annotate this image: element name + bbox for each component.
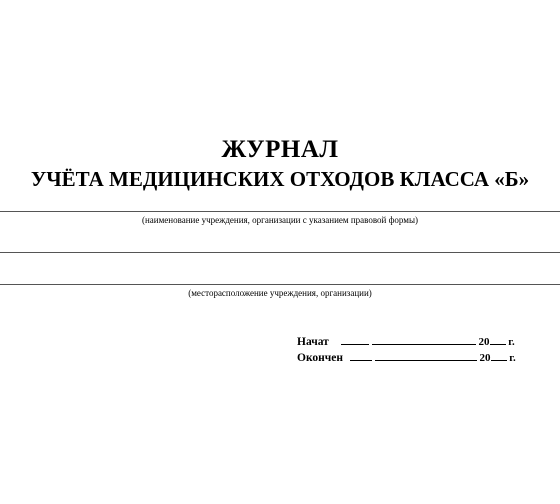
- ended-label: Окончен: [297, 352, 344, 364]
- blank-line: [0, 252, 560, 253]
- started-date-row: [297, 335, 515, 349]
- location-line: [0, 284, 560, 285]
- institution-name-caption: (наименование учреждения, организации с указанием правовой формы): [141, 215, 419, 225]
- ended-year-prefix: 20: [479, 352, 491, 364]
- institution-name-line: [0, 211, 560, 212]
- ended-date-row: [297, 351, 516, 365]
- started-month-blank: [372, 335, 476, 345]
- ended-year-blank: [491, 351, 507, 361]
- ended-day-blank: [350, 351, 372, 361]
- started-year-suffix: г.: [508, 336, 515, 348]
- journal-subtitle: УЧЁТА МЕДИЦИНСКИХ ОТХОДОВ КЛАССА «Б»: [30, 167, 530, 191]
- ended-month-blank: [375, 351, 477, 361]
- location-caption: (месторасположение учреждения, организации): [188, 288, 372, 298]
- started-year-prefix: 20: [478, 336, 490, 348]
- journal-title: ЖУРНАЛ: [221, 136, 339, 163]
- started-day-blank: [341, 335, 369, 345]
- started-year-blank: [490, 335, 506, 345]
- ended-year-suffix: г.: [509, 352, 516, 364]
- started-label: Начат: [297, 336, 329, 348]
